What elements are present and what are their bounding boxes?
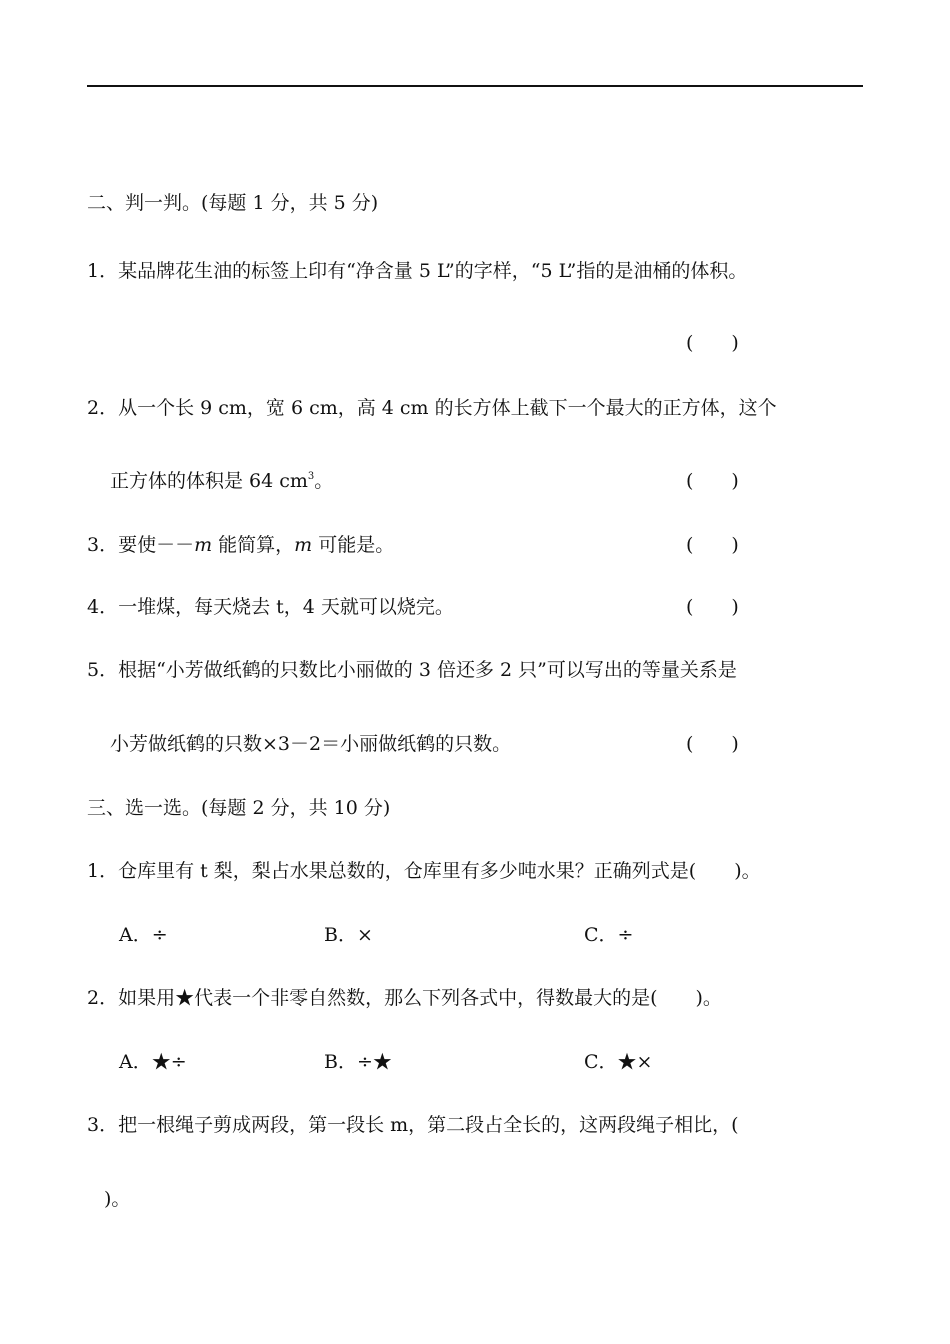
option-a[interactable]: A．÷ <box>119 924 168 946</box>
judge-question-3 <box>87 533 394 557</box>
option-c[interactable]: C．÷ <box>584 924 634 946</box>
answer-blank[interactable]: ( ) <box>686 733 739 755</box>
judge-question-5-line-1: 5．根据“小芳做纸鹤的只数比小丽做的 3 倍还多 2 只”可以写出的等量关系是 <box>87 659 737 681</box>
option-b[interactable]: B．÷★ <box>324 1051 392 1073</box>
option-c[interactable]: C．★× <box>584 1051 653 1073</box>
section-2-heading: 二、判一判。(每题 1 分，共 5 分) <box>87 192 379 214</box>
choice-question-2: 2．如果用★代表一个非零自然数，那么下列各式中，得数最大的是( )。 <box>87 987 722 1009</box>
answer-blank[interactable]: ( ) <box>686 596 739 618</box>
judge-question-3-prefix: 3．要使－－ <box>87 534 195 556</box>
choice-question-1: 1．仓库里有 t 梨，梨占水果总数的，仓库里有多少吨水果？正确列式是( )。 <box>87 860 761 882</box>
answer-blank[interactable]: ( ) <box>686 470 739 492</box>
section-3-heading: 三、选一选。(每题 2 分，共 10 分) <box>87 797 391 819</box>
variable-m: m <box>294 534 313 556</box>
choice-question-3-line-2: )。 <box>104 1188 131 1210</box>
judge-question-5-line-2: 小芳做纸鹤的只数×3－2＝小丽做纸鹤的只数。 <box>110 733 512 755</box>
answer-blank[interactable]: ( ) <box>686 332 739 354</box>
judge-question-1: 1．某品牌花生油的标签上印有“净含量 5 L”的字样，“5 L”指的是油桶的体积。 <box>87 260 748 282</box>
judge-question-2-text: 正方体的体积是 64 cm <box>110 470 308 492</box>
option-b[interactable]: B．× <box>324 924 373 946</box>
answer-blank[interactable]: ( ) <box>686 534 739 556</box>
variable-m: m <box>194 534 213 556</box>
judge-question-3-middle: 能简算， <box>212 534 295 556</box>
judge-question-3-suffix: 可能是。 <box>312 534 395 556</box>
judge-question-2-line-2 <box>110 469 333 493</box>
header-rule <box>87 85 863 87</box>
option-a[interactable]: A．★÷ <box>119 1051 187 1073</box>
judge-question-2-end: 。 <box>314 470 334 492</box>
judge-question-4: 4．一堆煤，每天烧去 t，4 天就可以烧完。 <box>87 596 454 618</box>
superscript-3: 3 <box>307 471 315 482</box>
judge-question-2-line-1: 2．从一个长 9 cm，宽 6 cm，高 4 cm 的长方体上截下一个最大的正方体，这个 <box>87 397 777 419</box>
choice-question-3-line-1: 3．把一根绳子剪成两段，第一段长 m，第二段占全长的，这两段绳子相比，( <box>87 1114 739 1136</box>
